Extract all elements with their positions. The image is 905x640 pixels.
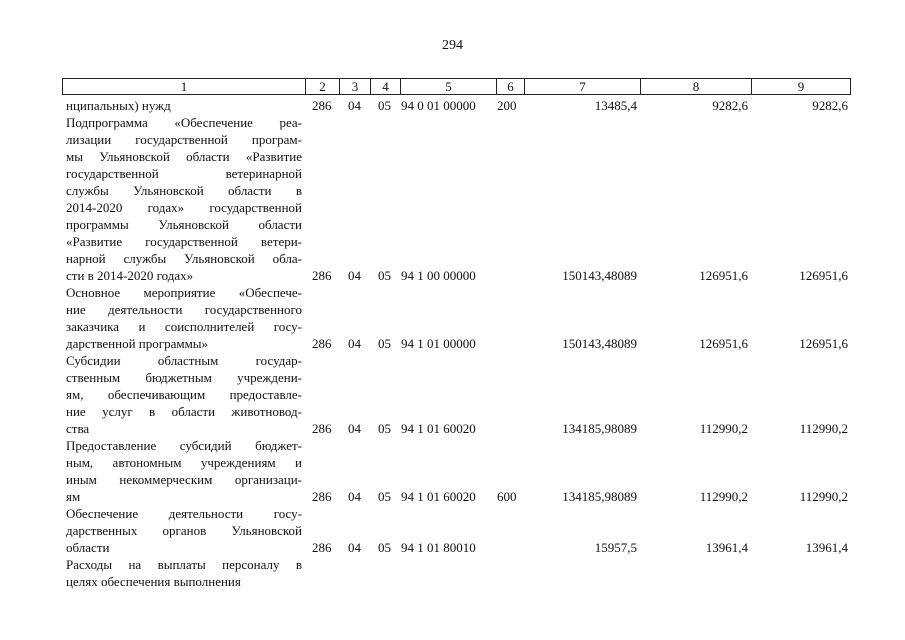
row-2-desc-line: Основное мероприятие «Обеспече- [66, 285, 302, 300]
row-0-rz: 04 [348, 98, 361, 113]
row-3-desc-line: Субсидии областным государ- [66, 353, 302, 368]
row-5-v9: 13961,4 [805, 540, 848, 555]
row-2-v9: 126951,6 [799, 336, 848, 351]
row-4-grbs: 286 [312, 489, 332, 504]
header-cell-4: 4 [370, 78, 400, 95]
row-3-rz: 04 [348, 421, 361, 436]
row-5-pr: 05 [378, 540, 391, 555]
page-number: 294 [442, 38, 463, 53]
row-0-v7: 13485,4 [594, 98, 637, 113]
header-cell-3: 3 [339, 78, 370, 95]
row-3-v9: 112990,2 [799, 421, 848, 436]
row-4-desc-line: Предоставление субсидий бюджет- [66, 438, 302, 453]
row-1-desc-line: службы Ульяновской области в [66, 183, 302, 198]
row-4-vr: 600 [497, 489, 517, 504]
row-4-csr: 94 1 01 60020 [401, 489, 476, 504]
row-2-desc-line: дарственной программы» [66, 336, 209, 351]
row-1-desc-line: государственной ветеринарной [66, 166, 302, 181]
row-5-rz: 04 [348, 540, 361, 555]
header-cell-9: 9 [751, 78, 851, 95]
header-cell-6: 6 [496, 78, 524, 95]
row-3-desc-line: ства [66, 421, 90, 436]
row-3-csr: 94 1 01 60020 [401, 421, 476, 436]
row-0-v8: 9282,6 [712, 98, 748, 113]
row-4-rz: 04 [348, 489, 361, 504]
row-3-v7: 134185,98089 [562, 421, 637, 436]
header-cell-8: 8 [640, 78, 751, 95]
row-3-v8: 112990,2 [699, 421, 748, 436]
row-5-desc-line: области [66, 540, 110, 555]
row-4-v7: 134185,98089 [562, 489, 637, 504]
row-2-v7: 150143,48089 [562, 336, 637, 351]
row-2-desc-line: заказчика и соисполнителей госу- [66, 319, 302, 334]
row-1-desc-line: мы Ульяновской области «Развитие [66, 149, 302, 164]
row-0-desc-line: нципальных) нужд [66, 98, 171, 113]
row-3-desc-line: ственным бюджетным учреждени- [66, 370, 302, 385]
row-6-desc-line: целях обеспечения выполнения [66, 574, 241, 589]
row-5-desc-line: Обеспечение деятельности госу- [66, 506, 302, 521]
row-0-vr: 200 [497, 98, 517, 113]
row-1-csr: 94 1 00 00000 [401, 268, 476, 283]
row-3-grbs: 286 [312, 421, 332, 436]
row-1-desc-line: лизации государственной програм- [66, 132, 302, 147]
row-4-pr: 05 [378, 489, 391, 504]
row-1-v8: 126951,6 [699, 268, 748, 283]
row-0-grbs: 286 [312, 98, 332, 113]
row-3-desc-line: ям, обеспечивающим предоставле- [66, 387, 302, 402]
row-2-rz: 04 [348, 336, 361, 351]
row-2-grbs: 286 [312, 336, 332, 351]
row-5-v7: 15957,5 [594, 540, 637, 555]
row-5-desc-line: дарственных органов Ульяновской [66, 523, 302, 538]
row-0-v9: 9282,6 [812, 98, 848, 113]
row-5-csr: 94 1 01 80010 [401, 540, 476, 555]
header-cell-1: 1 [62, 78, 305, 95]
row-1-desc-line: сти в 2014-2020 годах» [66, 268, 194, 283]
row-2-csr: 94 1 01 00000 [401, 336, 476, 351]
row-1-grbs: 286 [312, 268, 332, 283]
header-cell-5: 5 [400, 78, 496, 95]
row-4-desc-line: ным, автономным учреждениям и [66, 455, 302, 470]
row-1-pr: 05 [378, 268, 391, 283]
row-0-pr: 05 [378, 98, 391, 113]
row-6-desc-line: Расходы на выплаты персоналу в [66, 557, 302, 572]
row-4-desc-line: иным некоммерческим организаци- [66, 472, 302, 487]
row-2-desc-line: ние деятельности государственного [66, 302, 302, 317]
header-cell-7: 7 [524, 78, 640, 95]
row-3-pr: 05 [378, 421, 391, 436]
row-1-rz: 04 [348, 268, 361, 283]
row-4-desc-line: ям [66, 489, 81, 504]
row-5-grbs: 286 [312, 540, 332, 555]
header-cell-2: 2 [305, 78, 339, 95]
row-0-csr: 94 0 01 00000 [401, 98, 476, 113]
row-3-desc-line: ние услуг в области животновод- [66, 404, 302, 419]
row-1-desc-line: 2014-2020 годах» государственной [66, 200, 302, 215]
row-2-v8: 126951,6 [699, 336, 748, 351]
row-4-v8: 112990,2 [699, 489, 748, 504]
row-1-v7: 150143,48089 [562, 268, 637, 283]
row-2-pr: 05 [378, 336, 391, 351]
row-1-desc-line: программы Ульяновской области [66, 217, 302, 232]
row-4-v9: 112990,2 [799, 489, 848, 504]
row-1-desc-line: нарной службы Ульяновской обла- [66, 251, 302, 266]
row-5-v8: 13961,4 [705, 540, 748, 555]
row-1-v9: 126951,6 [799, 268, 848, 283]
row-1-desc-line: Подпрограмма «Обеспечение реа- [66, 115, 302, 130]
row-1-desc-line: «Развитие государственной ветери- [66, 234, 302, 249]
